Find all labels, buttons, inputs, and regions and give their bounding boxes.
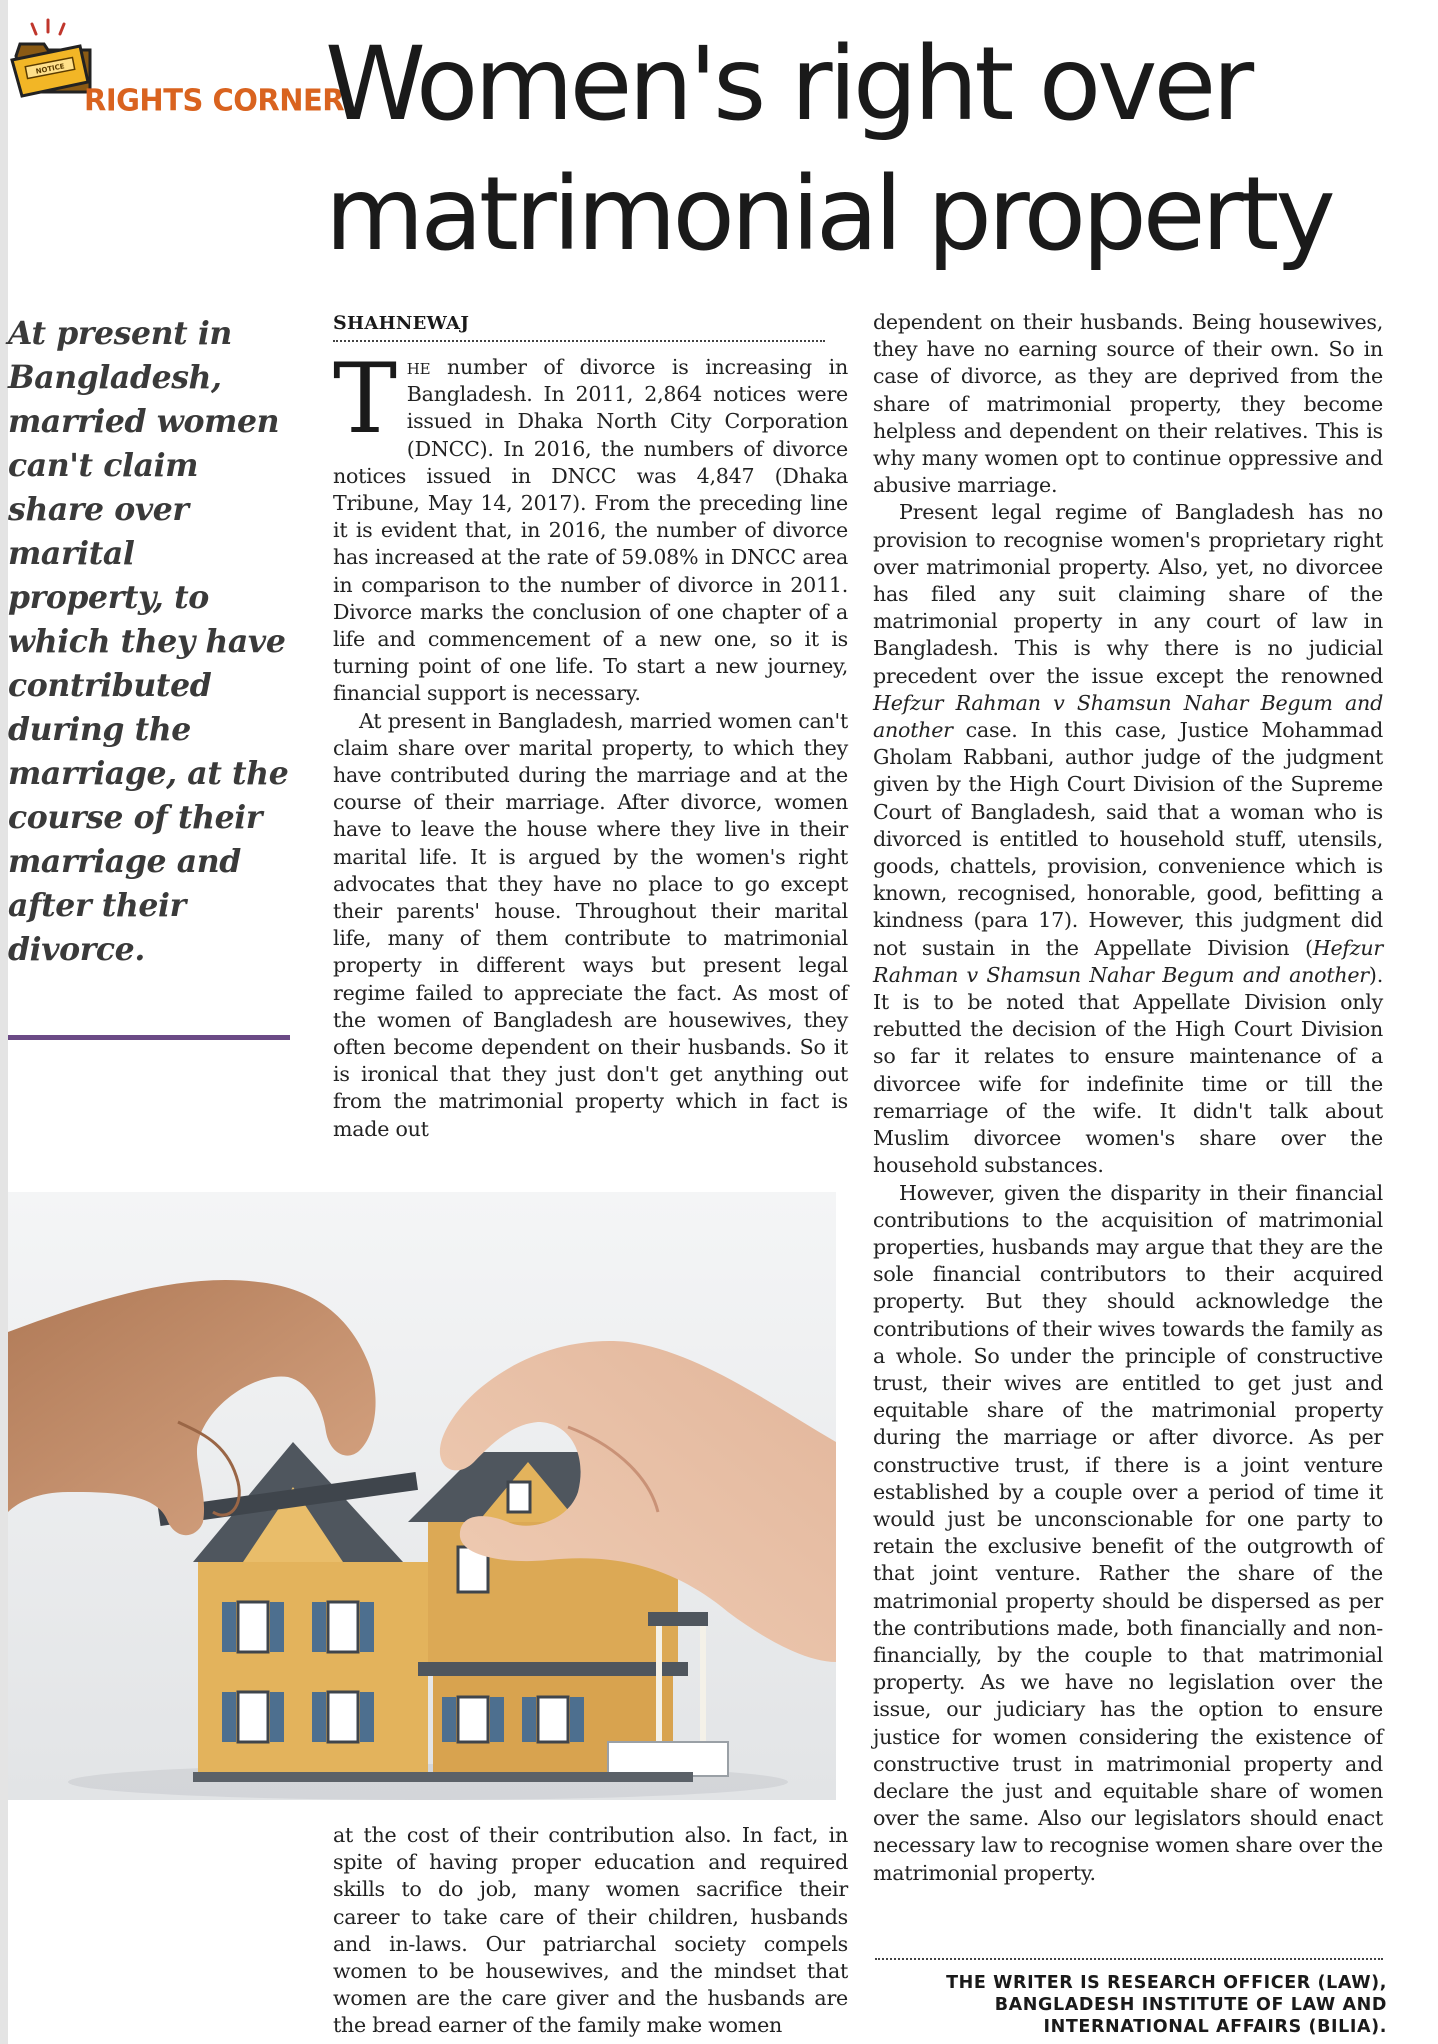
byline-rest: HAHNEWAJ: [347, 313, 470, 334]
author-note-line-3: INTERNATIONAL AFFAIRS (BILIA).: [1043, 2017, 1387, 2037]
article-paragraph-3: dependent on their husbands. Being housewives, they have no earning source of their own. So in case of divorce, as they are deprived from the share of matrimonial property, they become helpless and dependent on their relatives. This is why many women opt to continue oppressive and abusive marriage.: [873, 310, 1383, 498]
article-column-1-continued: [333, 1822, 848, 2040]
headline-line-2: matrimonial property: [325, 155, 1332, 274]
paragraph-4-part-c: ). It is to be noted that Appellate Division only rebutted the decision of the High Court Division so far it relates to ensure maintenance of a divorcee wife for indefinite time or till the remarriage of the wife. It didn't talk about Muslim divorcee women's share over the household substances.: [873, 962, 1383, 1178]
paragraph-4-part-a: Present legal regime of Bangladesh has no provision to recognise women's proprietary right over matrimonial property. Also, yet, no divorcee has filed any suit claiming share of the matrimonial property in any court of law in Bangladesh. This is why there is no judicial precedent over the issue except the renowned: [873, 500, 1383, 688]
headline-line-1: Women's right over: [325, 25, 1251, 144]
author-note: [875, 1972, 1387, 2038]
article-paragraph-1: [333, 343, 848, 708]
author-note-line-2: BANGLADESH INSTITUTE OF LAW AND: [994, 1995, 1387, 2015]
page-title: [325, 20, 1430, 280]
byline: [333, 312, 825, 342]
article-paragraph-2: At present in Bangladesh, married women can't claim share over marital property, to which they have contributed during the marriage and at the course of their marriage. After divorce, women have to leave the house where they live in their marital life. It is argued by the women's right advocates that they have no place to go except their parents' house. Throughout their marital life, many of them contribute to matrimonial property in different ways but present legal regime failed to appreciate the fact. As most of the women of Bangladesh are housewives, they often become dependent on their husbands. So it is ironical that they just don't get anything out from the matrimonial property which in fact is made out: [333, 708, 848, 1141]
article-paragraph-4: [873, 499, 1383, 1179]
section-label: RIGHTS CORNER: [84, 82, 345, 118]
article-paragraph-2-continued: at the cost of their contribution also. In fact, in spite of having proper education and required skills to do job, many women sacrifice their career to take care of their children, husbands and in-laws. Our patriarchal society compels women to be housewives, and the mindset that women are the care giver and the husbands are the bread earner of the family make women: [333, 1823, 848, 2038]
left-house-wall: [198, 1562, 428, 1777]
case-citation-2: Hefzur Rahman v Shamsun Nahar Begum and another: [873, 935, 1383, 987]
article-paragraph-5: However, given the disparity in their financial contributions to the acquisition of matrimonial properties, husbands may argue that they are the sole financial contributors to their acquired property. But they should acknowledge the contributions of their wives towards the family as a whole. So under the principle of constructive trust, their wives are entitled to get just and equitable share of the matrimonial property during the marriage or after divorce. As per constructive trust, if there is a joint venture established by a couple over a period of time it would just be unconscionable for one party to retain the exclusive benefit of the outgrowth of that joint venture. Rather the share of the matrimonial property should be dispersed as per the contributions made, both financially and non-financially, by the couple to that matrimonial property. As we have no legislation over the issue, our judiciary has the option to ensure justice for women considering the existence of constructive trust in matrimonial property and declare the just and equitable share of women over the same. Also our legislators should enact necessary law to recognise women share over the matrimonial property.: [873, 1180, 1383, 1885]
article-column-2: [873, 309, 1383, 1887]
pull-quote: At present in Bangladesh, married women can't claim share over marital property, to which they have contributed during the marriage, at the course of their marriage and after their divorce.: [8, 315, 289, 968]
section-logo: [10, 18, 345, 118]
article-paragraph-1-text: number of divorce is increasing in Bangladesh. In 2011, 2,864 notices were issued in Dhaka North City Corporation (DNCC). In 2016, the numbers of divorce notices issued in DNCC was 4,847 (Dhaka Tribune, May 14, 2017). From the preceding line it is evident that, in 2016, the number of divorce has increased at the rate of 59.08% in DNCC area in comparison to the number of divorce in 2011. Divorce marks the conclusion of one chapter of a life and commencement of a new one, so it is turning point of one life. To start a new journey, financial support is necessary.: [333, 355, 848, 706]
drop-cap: T: [333, 343, 397, 455]
lead-smallcaps: he: [406, 355, 431, 379]
byline-first-letter: S: [333, 312, 348, 334]
case-citation-1: Hefzur Rahman v Shamsun Nahar Begum and another: [873, 690, 1383, 743]
logo-badge-text: NOTICE: [35, 62, 66, 76]
hands-house-photo: [8, 1192, 836, 1800]
pull-quote-rule: [8, 1035, 290, 1040]
author-note-line-1: THE WRITER IS RESEARCH OFFICER (LAW),: [946, 1973, 1387, 1993]
paragraph-4-part-b: case. In this case, Justice Mohammad Gholam Rabbani, author judge of the judgment given by the High Court Division of the Supreme Court of Bangladesh, said that a woman who is divorced is entitled to household stuff, utensils, goods, chattels, provision, convenience which is known, recognised, honorable, good, befitting a kindness (para 17). However, this judgment did not sustain in the Appellate Division (: [873, 718, 1383, 960]
house-illustration: [8, 1192, 836, 1800]
article-column-1: [333, 343, 848, 1143]
end-rule: [875, 1958, 1383, 1960]
